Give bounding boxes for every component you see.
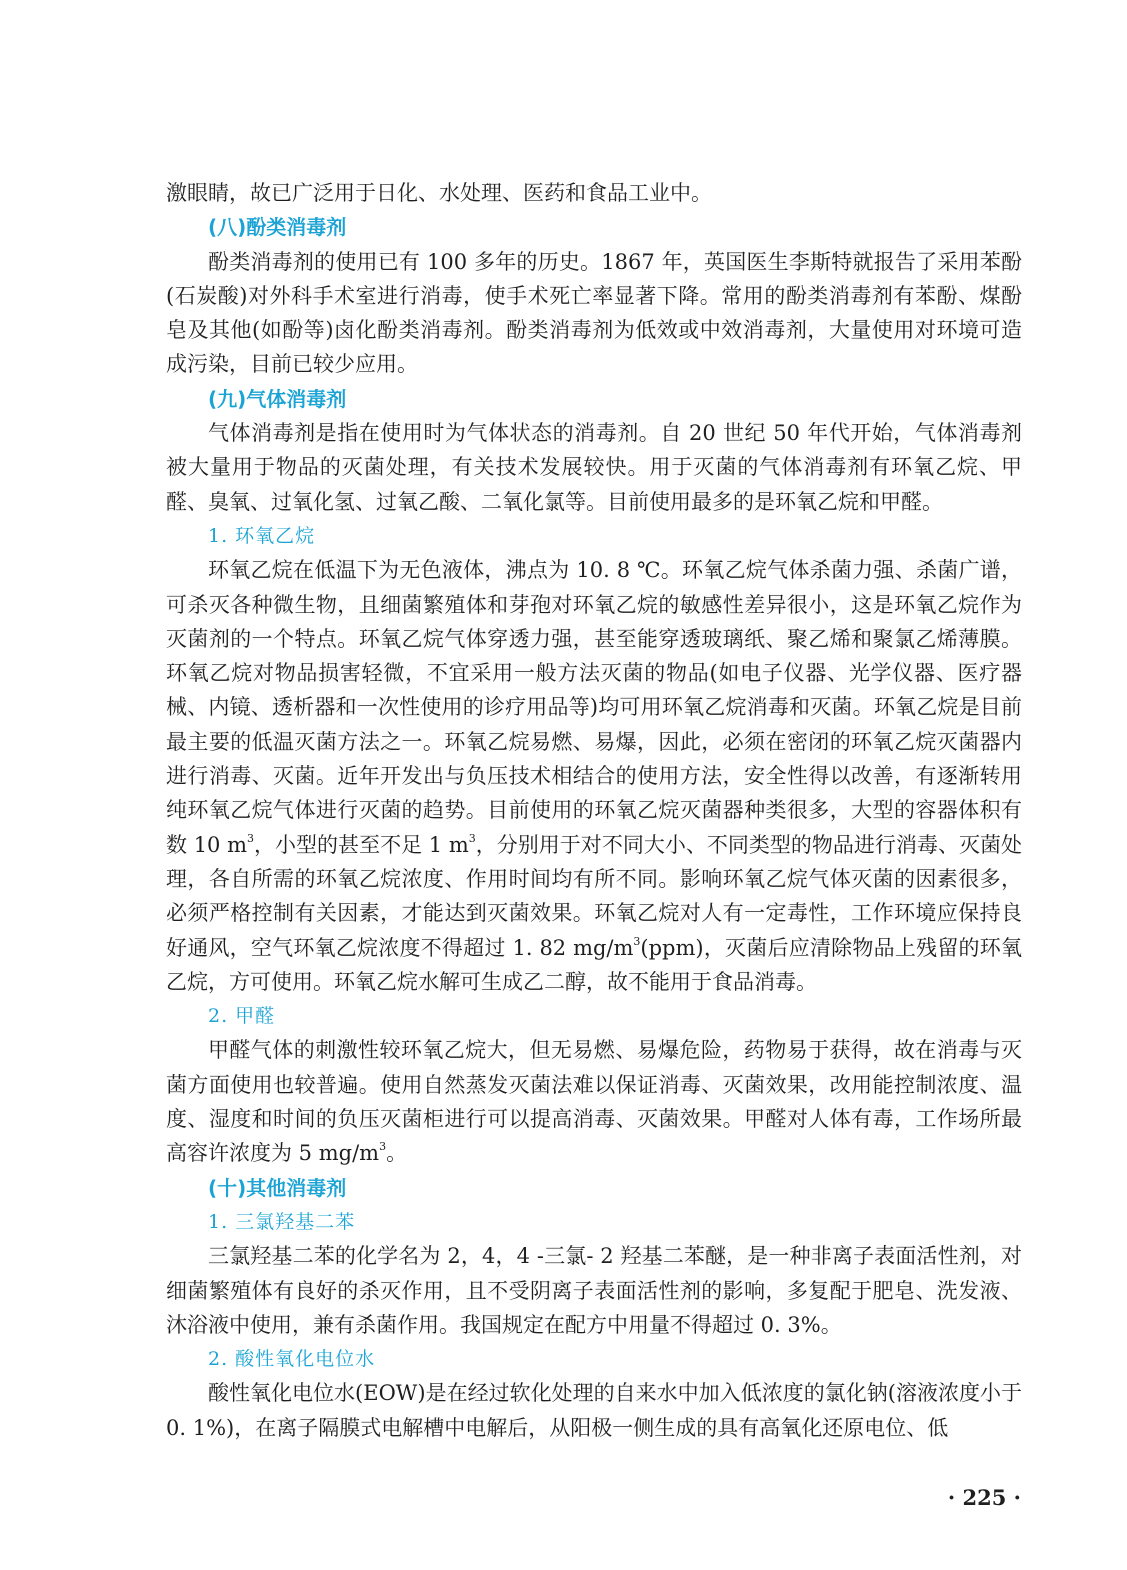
paragraph-gas-disinfectants: 气体消毒剂是指在使用时为气体状态的消毒剂。自 20 世纪 50 年代开始，气体消毒剂被大量用于物品的灭菌处理，有关技术发展较快。用于灭菌的气体消毒剂有环氧乙烷、甲醛、臭氧、过氧化氢、过氧乙酸、二氧化氯等。目前使用最多的是环氧乙烷和甲醛。 (166, 421, 1022, 514)
paragraph-phenols: 酚类消毒剂的使用已有 100 多年的历史。1867 年，英国医生李斯特就报告了采用苯酚(石炭酸)对外科手术室进行消毒，使手术死亡率显著下降。常用的酚类消毒剂有苯酚、煤酚皂及其他(如酚等)卤化酚类消毒剂。酚类消毒剂为低效或中效消毒剂，大量使用对环境可造成污染，目前已较少应用。 (166, 249, 1022, 377)
paragraph-continuation: 激眼睛，故已广泛用于日化、水处理、医药和食品工业中。 (166, 181, 712, 205)
text-run: 环氧乙烷在低温下为无色液体，沸点为 10. 8 ℃。环氧乙烷气体杀菌力强、杀菌广谱，可杀灭各种微生物，且细菌繁殖体和芽孢对环氧乙烷的敏感性差异很小，这是环氧乙烷作为灭菌剂的一个特点。环氧乙烷气体穿透力强，甚至能穿透玻璃纸、聚乙烯和聚氯乙烯薄膜。环氧乙烷对物品损害轻微，不宜采用一般方法灭菌的物品(如电子仪器、光学仪器、医疗器械、内镜、透析器和一次性使用的诊疗用品等)均可用环氧乙烷消毒和灭菌。环氧乙烷是目前最主要的低温灭菌方法之一。环氧乙烷易燃、易爆，因此，必须在密闭的环氧乙烷灭菌器内进行消毒、灭菌。近年开发出与负压技术相结合的使用方法，安全性得以改善，有逐渐转用纯环氧乙烷气体进行灭菌的趋势。目前使用的环氧乙烷灭菌器种类很多，大型的容器体积有数 10 m (166, 558, 1022, 857)
superscript: 3 (468, 831, 476, 845)
paragraph-triclosan: 三氯羟基二苯的化学名为 2，4，4 -三氯- 2 羟基二苯醚，是一种非离子表面活性剂，对细菌繁殖体有良好的杀灭作用，且不受阴离子表面活性剂的影响，多复配于肥皂、洗发液、沐浴液中使用，兼有杀菌作用。我国规定在配方中用量不得超过 0. 3%。 (166, 1244, 1022, 1337)
text-run: ，分别用于对不同大小、不同类型的物品进行消毒、灭菌处理，各自所需的环氧乙烷浓度、作用时间均有所不同。影响环氧乙烷气体灭菌的因素很多，必须严格控制有关因素，才能达到灭菌效果。环氧乙烷对人有一定毒性，工作环境应保持良好通风，空气环氧乙烷浓度不得超过 1. 82 mg/m (166, 832, 1022, 960)
superscript: 3 (633, 934, 641, 948)
paragraph-acidic-electrolyzed-water: 酸性氧化电位水(EOW)是在经过软化处理的自来水中加入低浓度的氯化钠(溶液浓度小于 0. 1%)，在离子隔膜式电解槽中电解后，从阳极一侧生成的具有高氧化还原电位、低 (166, 1381, 1022, 1440)
text-run: (ppm)，灭菌后应清除物品上残留的环氧乙烷，方可使用。环氧乙烷水解可生成乙二醇，故不能用于食品消毒。 (166, 935, 1022, 994)
superscript: 3 (247, 831, 255, 845)
paragraph-formaldehyde (166, 1033, 1022, 1170)
body-text (166, 176, 1022, 1445)
subheading-ethylene-oxide: 1. 环氧乙烷 (208, 524, 316, 547)
subheading-formaldehyde: 2. 甲醛 (208, 1005, 276, 1028)
subheading-triclosan: 1. 三氯羟基二苯 (208, 1210, 356, 1233)
section-heading-phenols: (八)酚类消毒剂 (208, 215, 347, 240)
subheading-acidic-electrolyzed-water: 2. 酸性氧化电位水 (208, 1348, 376, 1371)
page-number: · 225 · (947, 1485, 1021, 1510)
text-run: ，小型的甚至不足 1 m (254, 832, 469, 857)
paragraph-ethylene-oxide (166, 553, 1022, 999)
section-heading-gas-disinfectants: (九)气体消毒剂 (208, 386, 347, 411)
superscript: 3 (379, 1140, 387, 1154)
text-run: 。 (386, 1141, 408, 1166)
text-run: 甲醛气体的刺激性较环氧乙烷大，但无易燃、易爆危险，药物易于获得，故在消毒与灭菌方面使用也较普遍。使用自然蒸发灭菌法难以保证消毒、灭菌效果，改用能控制浓度、温度、湿度和时间的负压灭菌柜进行可以提高消毒、灭菌效果。甲醛对人体有毒，工作场所最高容许浓度为 5 mg/m (166, 1038, 1022, 1166)
section-heading-other-disinfectants: (十)其他消毒剂 (208, 1175, 347, 1200)
